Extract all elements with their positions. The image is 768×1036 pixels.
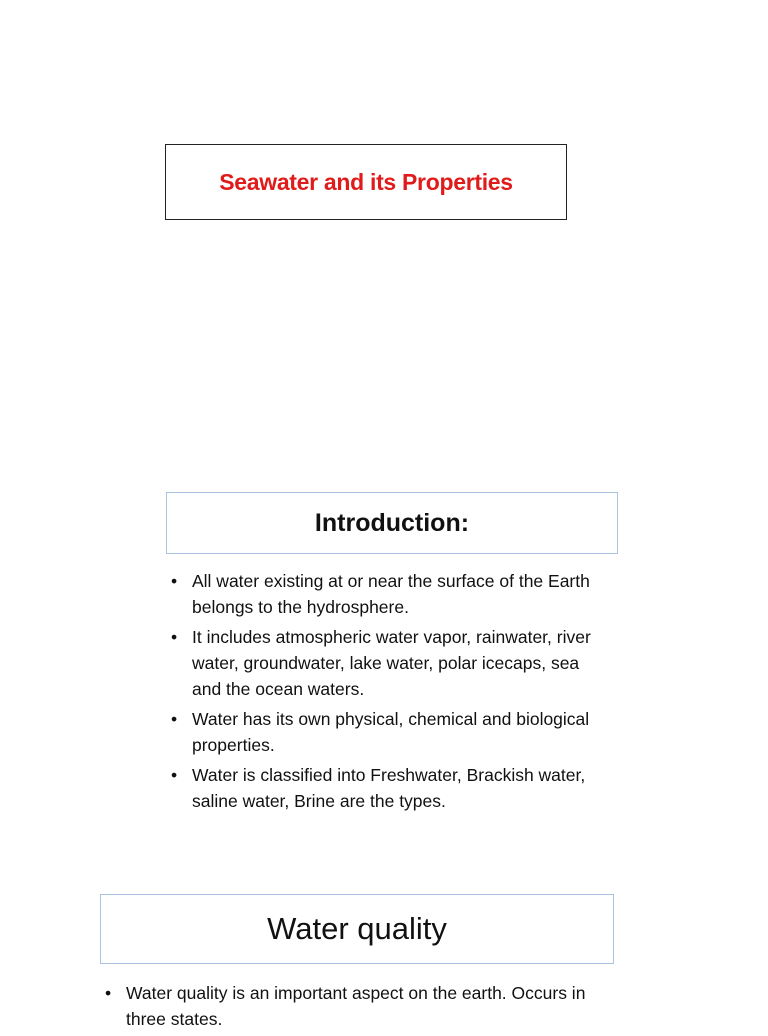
water-quality-bullet-list: [104, 980, 604, 1036]
list-item: [104, 980, 604, 1032]
list-item: [170, 624, 610, 702]
bullet-text: Water is classified into Freshwater, Brackish water, saline water, Brine are the types.: [192, 765, 586, 811]
introduction-heading-box: [166, 492, 618, 554]
document-title: Seawater and its Properties: [219, 168, 513, 195]
bullet-icon: •: [171, 709, 178, 729]
bullet-text: It includes atmospheric water vapor, rainwater, river water, groundwater, lake water, polar icecaps, sea and the ocean waters.: [192, 627, 591, 699]
list-item: [170, 568, 610, 620]
water-quality-heading-box: [100, 894, 614, 964]
introduction-bullet-list: [170, 568, 610, 818]
water-quality-heading: Water quality: [267, 911, 447, 946]
bullet-text: Water has its own physical, chemical and biological properties.: [192, 709, 590, 755]
list-item: [170, 762, 610, 814]
bullet-text: All water existing at or near the surface of the Earth belongs to the hydrosphere.: [192, 571, 590, 617]
title-box: [165, 144, 567, 220]
bullet-icon: •: [105, 983, 112, 1003]
bullet-icon: •: [171, 765, 178, 785]
bullet-icon: •: [171, 571, 178, 591]
bullet-icon: •: [171, 627, 178, 647]
bullet-text: Water quality is an important aspect on the earth. Occurs in three states.: [126, 983, 586, 1029]
list-item: [170, 706, 610, 758]
introduction-heading: Introduction:: [314, 508, 470, 537]
